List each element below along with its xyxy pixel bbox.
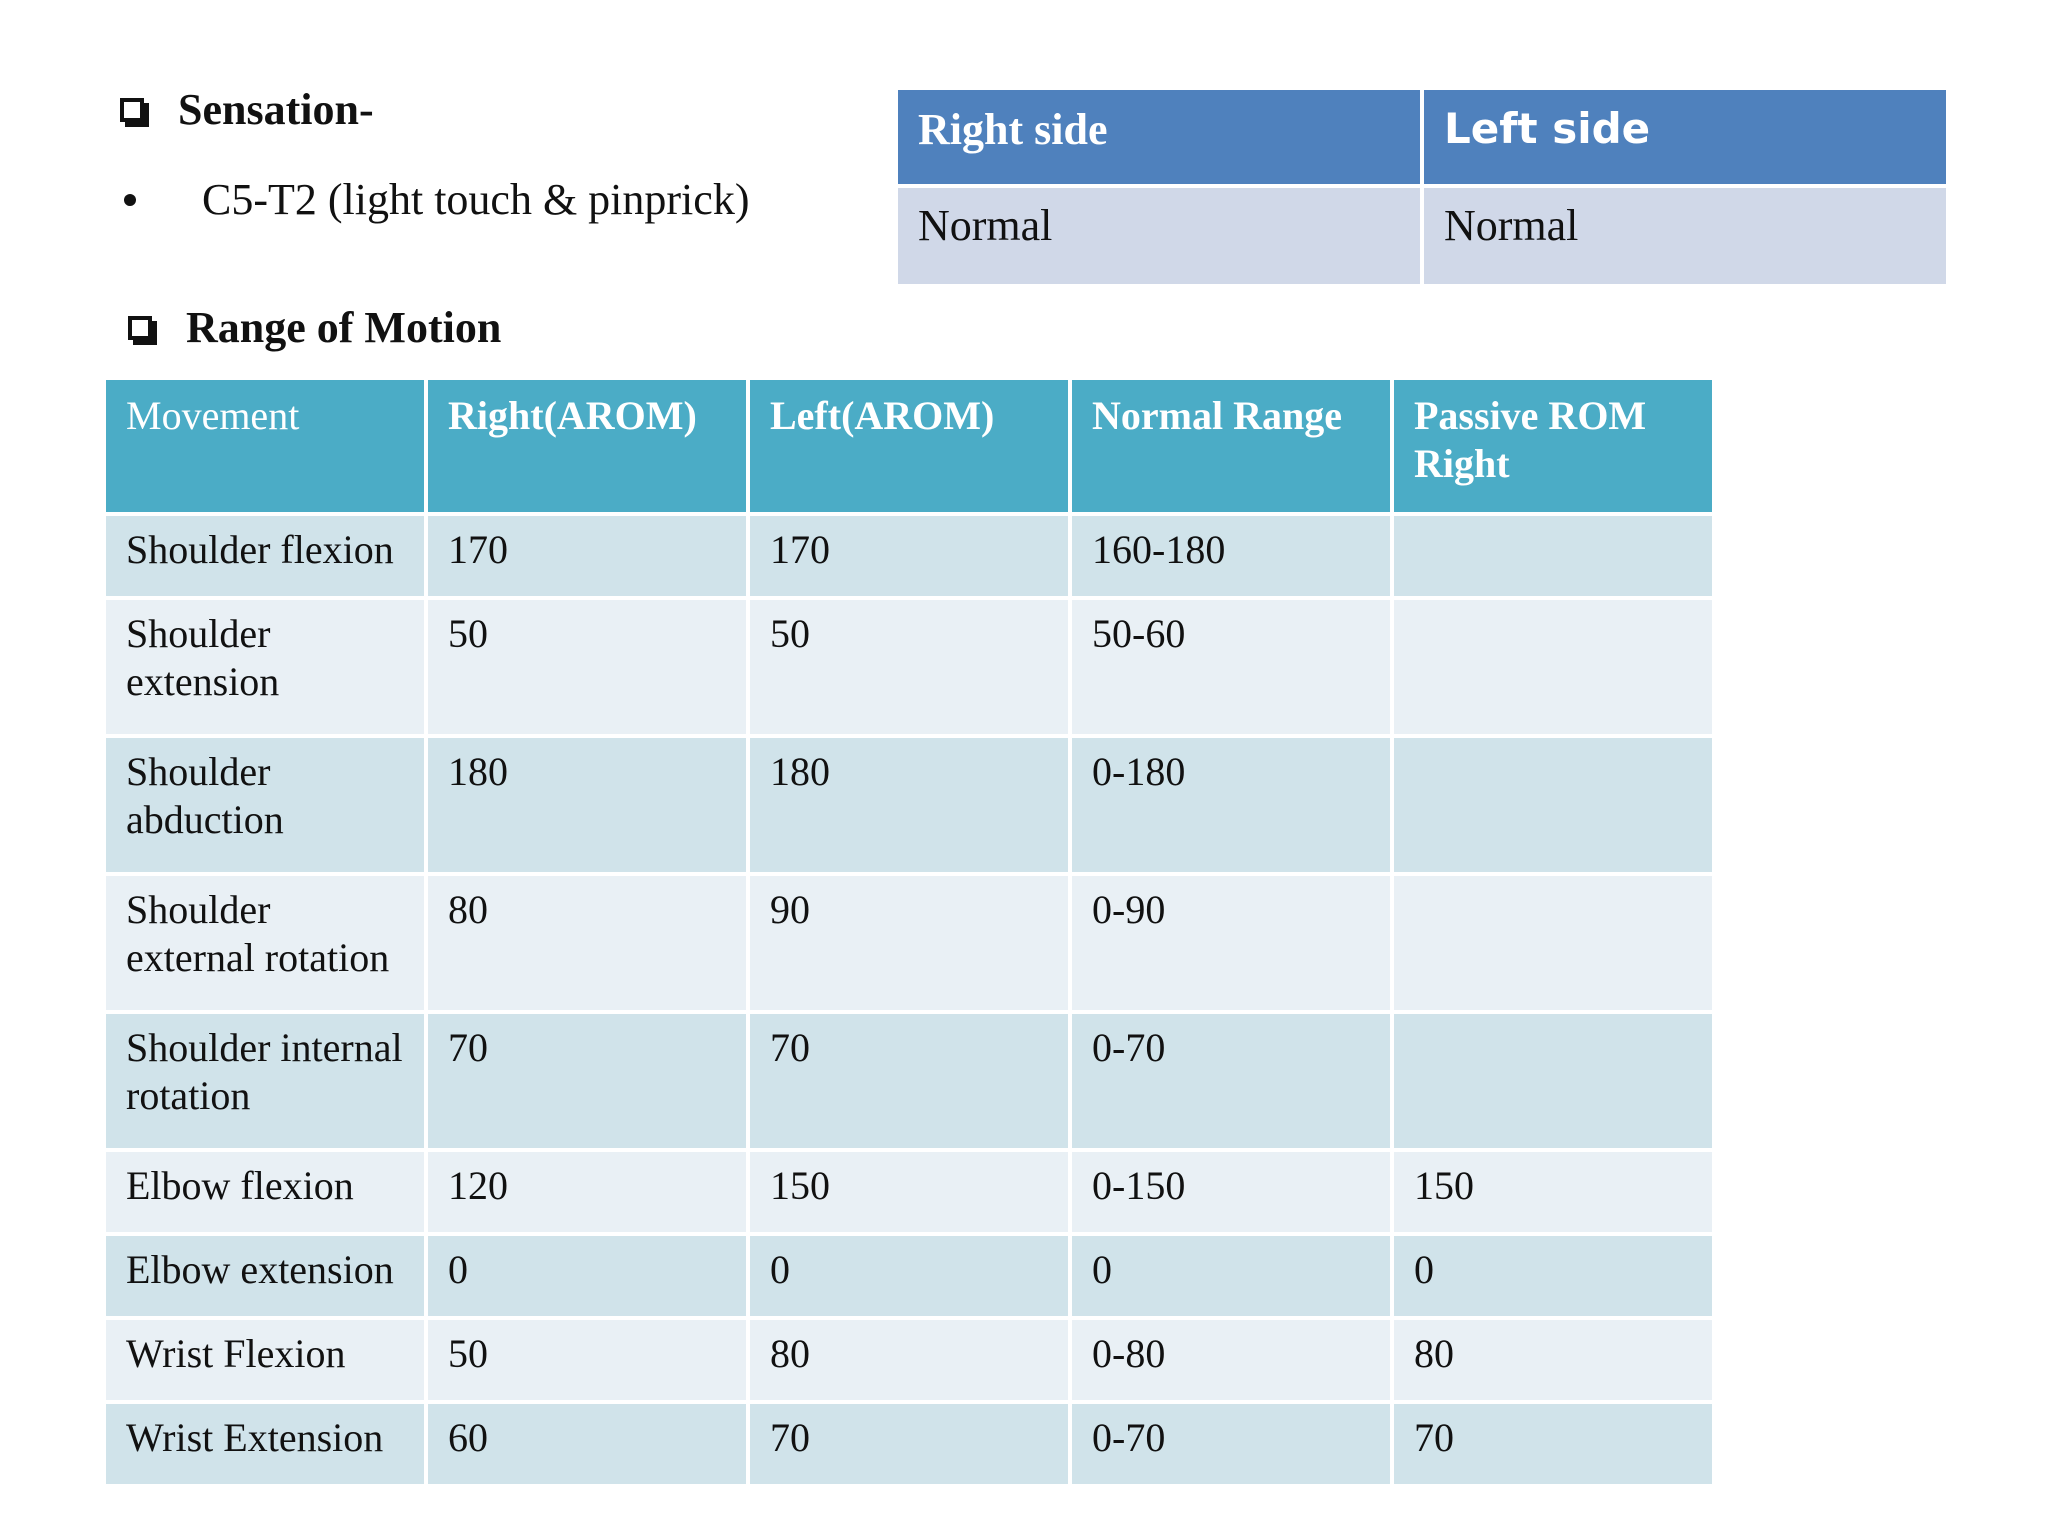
left-arom-cell: 180 [750, 738, 1068, 872]
table-row [106, 1152, 1712, 1232]
sensation-heading [120, 85, 374, 134]
passive-rom-right-cell [1394, 876, 1712, 1010]
movement-cell: Shoulder internal rotation [106, 1014, 424, 1148]
movement-cell: Wrist Extension [106, 1404, 424, 1484]
normal-range-cell: 0 [1072, 1236, 1390, 1316]
table-row [106, 1320, 1712, 1400]
right-arom-cell: 70 [428, 1014, 746, 1148]
sensation-value-left: Normal [1424, 188, 1946, 284]
left-arom-cell: 150 [750, 1152, 1068, 1232]
right-arom-cell: 60 [428, 1404, 746, 1484]
movement-cell: Elbow flexion [106, 1152, 424, 1232]
bullet-dot-icon [124, 194, 136, 206]
table-row [106, 876, 1712, 1010]
normal-range-cell: 0-80 [1072, 1320, 1390, 1400]
movement-cell: Shoulder external rotation [106, 876, 424, 1010]
passive-rom-right-cell: 0 [1394, 1236, 1712, 1316]
table-row [106, 516, 1712, 596]
rom-header-row [106, 380, 1712, 512]
normal-range-cell: 0-90 [1072, 876, 1390, 1010]
sensation-bullet-text: C5-T2 (light touch & pinprick) [202, 175, 750, 224]
left-arom-cell: 70 [750, 1014, 1068, 1148]
right-arom-cell: 170 [428, 516, 746, 596]
rom-table [102, 376, 1716, 1488]
right-arom-cell: 50 [428, 600, 746, 734]
rom-header-passive-rom-right: Passive ROM Right [1394, 380, 1712, 512]
sensation-header-right: Right side [898, 90, 1420, 184]
rom-heading-text: Range of Motion [186, 303, 502, 352]
normal-range-cell: 0-150 [1072, 1152, 1390, 1232]
sensation-value-right: Normal [898, 188, 1420, 284]
normal-range-cell: 0-70 [1072, 1014, 1390, 1148]
sensation-bullet [124, 174, 749, 225]
rom-heading [128, 303, 502, 352]
normal-range-cell: 0-180 [1072, 738, 1390, 872]
passive-rom-right-cell [1394, 600, 1712, 734]
right-arom-cell: 0 [428, 1236, 746, 1316]
passive-rom-right-cell: 80 [1394, 1320, 1712, 1400]
movement-cell: Shoulder abduction [106, 738, 424, 872]
checkbox-square-icon [120, 98, 144, 122]
normal-range-cell: 160-180 [1072, 516, 1390, 596]
normal-range-cell: 50-60 [1072, 600, 1390, 734]
right-arom-cell: 80 [428, 876, 746, 1010]
left-arom-cell: 50 [750, 600, 1068, 734]
left-arom-cell: 90 [750, 876, 1068, 1010]
passive-rom-right-cell [1394, 1014, 1712, 1148]
movement-cell: Elbow extension [106, 1236, 424, 1316]
right-arom-cell: 50 [428, 1320, 746, 1400]
left-arom-cell: 70 [750, 1404, 1068, 1484]
table-row [106, 1014, 1712, 1148]
sensation-table-row [898, 188, 1946, 284]
table-row [106, 1236, 1712, 1316]
sensation-heading-text: Sensation- [178, 85, 374, 134]
rom-header-normal-range: Normal Range [1072, 380, 1390, 512]
passive-rom-right-cell: 150 [1394, 1152, 1712, 1232]
right-arom-cell: 180 [428, 738, 746, 872]
movement-cell: Wrist Flexion [106, 1320, 424, 1400]
sensation-header-left: Left side [1424, 90, 1946, 184]
right-arom-cell: 120 [428, 1152, 746, 1232]
normal-range-cell: 0-70 [1072, 1404, 1390, 1484]
left-arom-cell: 0 [750, 1236, 1068, 1316]
checkbox-square-icon [128, 316, 152, 340]
rom-header-movement: Movement [106, 380, 424, 512]
sensation-table-header-row [898, 90, 1946, 184]
movement-cell: Shoulder extension [106, 600, 424, 734]
table-row [106, 600, 1712, 734]
passive-rom-right-cell [1394, 738, 1712, 872]
passive-rom-right-cell [1394, 516, 1712, 596]
left-arom-cell: 170 [750, 516, 1068, 596]
movement-cell: Shoulder flexion [106, 516, 424, 596]
rom-header-left-arom: Left(AROM) [750, 380, 1068, 512]
table-row [106, 738, 1712, 872]
left-arom-cell: 80 [750, 1320, 1068, 1400]
table-row [106, 1404, 1712, 1484]
sensation-table [894, 86, 1950, 288]
rom-header-right-arom: Right(AROM) [428, 380, 746, 512]
passive-rom-right-cell: 70 [1394, 1404, 1712, 1484]
